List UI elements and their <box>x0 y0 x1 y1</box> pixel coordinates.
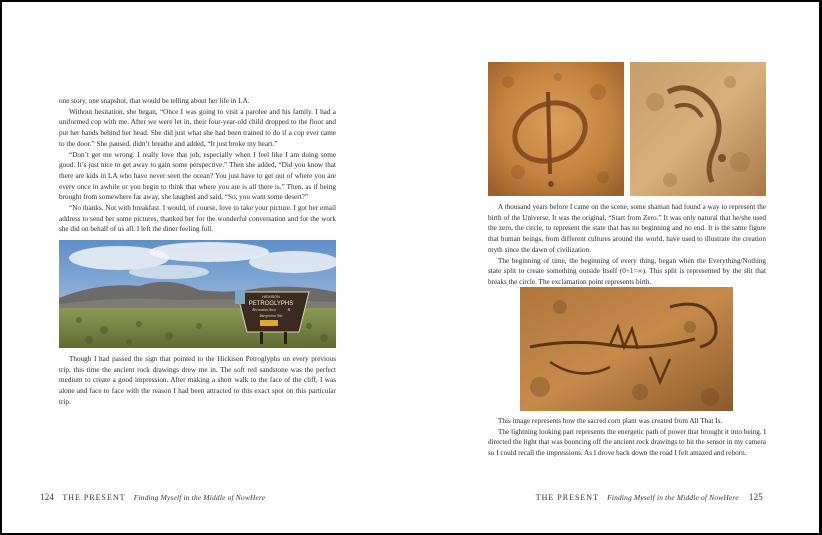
section-title: THE PRESENT <box>535 493 599 502</box>
paragraph: Without hesitation, she began, “Once I was going to visit a parolee and his family. I had a uniformed cop with me. After we were let in, their four-year-old child dropped to the floor and put her hands behind her head. She did just what she had been trained to do if a cop ever came to the door.” She paused, didn’t breathe and added, “It just broke my heart.” <box>59 107 336 148</box>
petroglyph-image <box>630 62 766 196</box>
petroglyph-photo-corn <box>520 287 733 411</box>
book-spread <box>2 2 819 533</box>
left-footer <box>40 492 265 502</box>
petroglyphs-sign-photo <box>59 240 336 348</box>
book-subtitle: Finding Myself in the Middle of NowHere <box>607 493 739 502</box>
page-number: 124 <box>40 492 55 502</box>
paragraph: Though I had passed the sign that pointed to the Hickison Petroglyphs on every previous trip, this time the ancient rock drawings drew me in. The soft red sandstone was the perfect medium to create a good impression. After making a short walk to the face of the cliff, I was alone and face to face with the reason I had been attracted to this exact spot on this particular trip. <box>59 355 336 406</box>
left-text-bottom <box>59 354 336 408</box>
paragraph: The beginning of time, the beginning of every thing, began when the Everything/Nothing state split to create something outside Itself (0+1=∞). This split is represented by the slit that breaks the circle. The exclamation point represents birth. <box>488 256 766 286</box>
left-page <box>2 2 412 533</box>
paragraph: “Don’t get me wrong. I really love that job, especially when I feel like I am doing some good. It’s just nice to get away to gain some perspective.” Then she added, “Did you know that there are kids in LA who have never seen the ocean? You just have to get out of where you are every once in awhile or you begin to think that where you are is all there is.” Then, as if being brought from somewhere far away, she laughed and said, “So, you want some desert?” <box>59 150 336 202</box>
section-title: THE PRESENT <box>62 493 126 502</box>
paragraph: This image represents how the sacred corn plant was created from All That Is. <box>498 417 723 425</box>
petroglyph-photo-spiral <box>630 62 766 196</box>
left-text-top <box>59 96 336 235</box>
right-page <box>412 2 819 533</box>
sign-line: PETROGLYPHS <box>248 301 294 307</box>
book-subtitle: Finding Myself in the Middle of NowHere <box>133 493 266 502</box>
paragraph: “No thanks. Not with breakfast. I would, of course, love to take your picture. I got her email address to send her some pictures, thanked her for the wonderful conversation and for the work she did on behalf of us all. I left the diner feeling full. <box>59 204 336 234</box>
petroglyph-image <box>520 287 733 411</box>
right-text-mid <box>488 202 766 288</box>
petroglyph-photo-circle <box>488 62 624 196</box>
landscape-image <box>59 240 336 348</box>
right-text-bottom <box>488 416 766 459</box>
sign-line: Recreation Area <box>252 308 276 312</box>
petroglyph-image <box>488 62 624 196</box>
paragraph: one story, one snapshot, that would be telling about her life in LA. <box>59 97 250 105</box>
sign-line: Interpretive Site <box>259 314 283 318</box>
sign-line: & <box>287 308 291 312</box>
page-number: 125 <box>748 492 763 502</box>
paragraph: The lightning looking part represents the energetic path of power that brought it into being. I directed the light that was bouncing off the ancient rock drawings to hit the sensor in my camera so I could recall the impressions. As I drove back down the road I felt amazed and reborn. <box>488 427 766 458</box>
paragraph: A thousand years before I came on the scene, some shaman had found a way to represent the birth of the Universe. It was the original, “Start from Zero.” It was only natural that he/she used the zero, the circle, to represent the state that has no beginning and no end. It is the same figure that human beings, from different cultures around the world, have used to illustrate the creation myth since the dawn of civilization. <box>488 203 766 254</box>
right-footer <box>530 492 763 502</box>
sign-line: HICKISON <box>262 295 280 299</box>
